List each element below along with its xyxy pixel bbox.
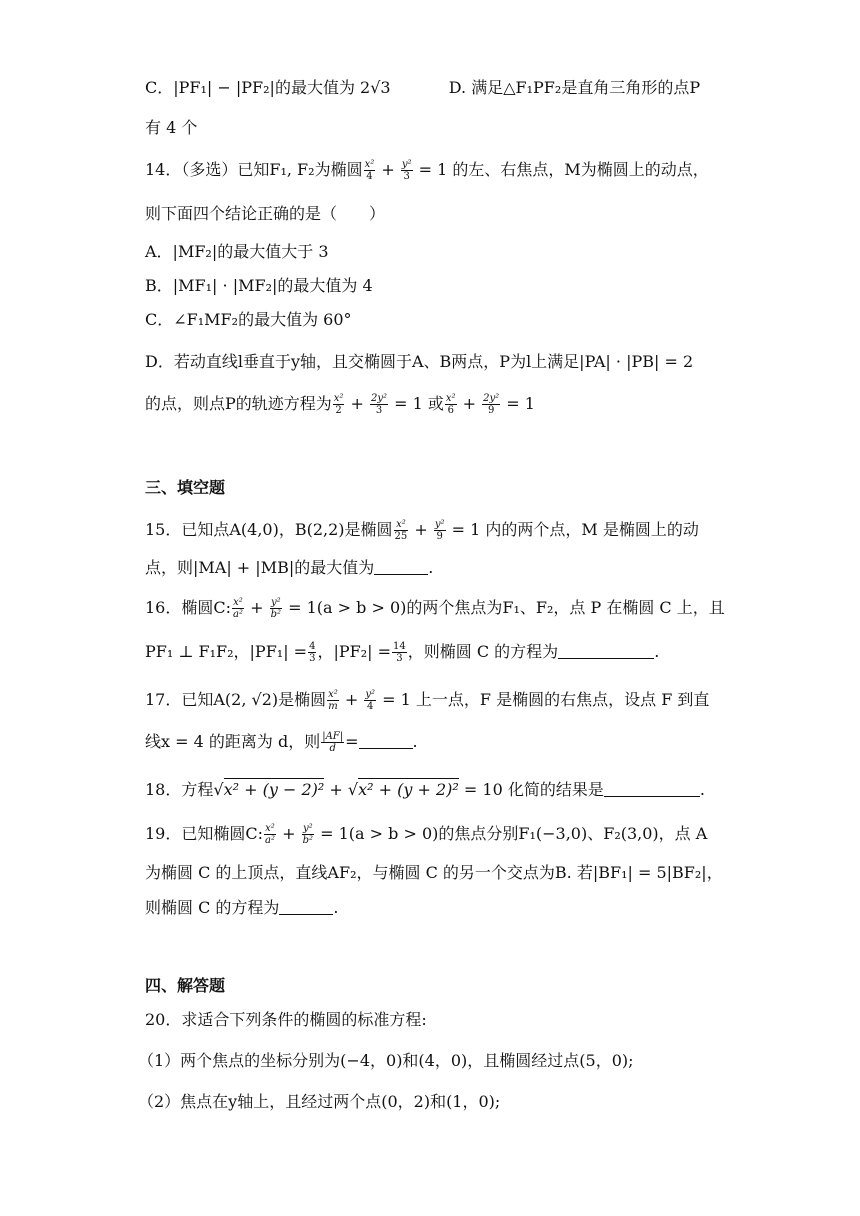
q19-line3: 则椭圆 C 的方程为 .	[145, 898, 339, 917]
q20-part2: （2）焦点在y轴上，且经过两个点(0，2)和(1，0);	[138, 1092, 501, 1111]
q17-line1: 17．已知A(2, √2)是椭圆 $\frac{\text{x²}}{m}$ + $\frac{\text{y²}}{4}$ = 1 上一点，F 是椭圆的右焦点，设点 F 到直	[145, 689, 710, 712]
fraction: $\frac{\text{y²}}{\text{b²}}$	[270, 597, 281, 620]
q15-line1: 15．已知点A(4,0)，B(2,2)是椭圆 $\frac{\text{x²}}{25}$ + $\frac{\text{y²}}{9}$ = 1 内的两个点，M 是椭圆上的动	[145, 519, 699, 542]
fraction: $\frac{\text{x²}}{m}$	[328, 689, 338, 712]
q17-line2: 线x = 4 的距离为 d，则 $\frac{|AF|}{d}$ = .	[145, 731, 418, 754]
fraction: $\frac{\text{2y²}}{3}$	[371, 393, 388, 416]
answer-blank[interactable]	[279, 898, 333, 915]
q18-line: 18．方程√x² + (y − 2)² + √x² + (y + 2)² = 10 化简的结果是 .	[145, 780, 705, 799]
q19-line2: 为椭圆 C 的上顶点，直线AF₂，与椭圆 C 的另一个交点为B. 若|BF₁| = 5|BF₂|，	[145, 863, 723, 882]
q20-part1: （1）两个焦点的坐标分别为(−4，0)和(4，0)，且椭圆经过点(5，0);	[138, 1051, 634, 1070]
fraction: $\frac{\text{x²}}{2}$	[333, 393, 344, 416]
q20-stem: 20．求适合下列条件的椭圆的标准方程:	[145, 1010, 427, 1029]
answer-blank[interactable]	[359, 732, 413, 749]
fraction: $\frac{14}{3}$	[393, 641, 406, 664]
fraction: $\frac{\text{y²}}{9}$	[434, 519, 445, 542]
fraction: $\frac{4}{3}$	[309, 641, 316, 664]
answer-blank[interactable]	[604, 780, 700, 797]
q14-stem-line1: 14．（多选）已知F₁, F₂为椭圆 $\frac{\text{x²}}{4}$ + $\frac{\text{y²}}{3}$ = 1 的左、右焦点，M为椭圆上的动点，	[145, 159, 709, 182]
q14-option-c: C．∠F₁MF₂的最大值为 60°	[145, 310, 352, 329]
q15-line2: 点，则|MA| + |MB|的最大值为 .	[145, 558, 434, 577]
fraction: $\frac{|AF|}{d}$	[322, 731, 344, 754]
fraction: $\frac{\text{y²}}{4}$	[365, 689, 376, 712]
q13-option-c: C．|PF₁| − |PF₂|的最大值为 2√3	[145, 78, 391, 97]
q13-option-d: D. 满足△F₁PF₂是直角三角形的点P	[448, 78, 701, 97]
q14-option-d-line2: 的点，则点P的轨迹方程为 $\frac{\text{x²}}{2}$ + $\frac{\text{2y²}}{3}$ = 1 或 $\frac{\text{x²}}{6}$ + $\frac{\text{2y²}}{9}$ = 1	[145, 393, 535, 416]
answer-blank[interactable]	[558, 642, 654, 659]
q16-line2: PF₁ ⊥ F₁F₂，|PF₁| = $\frac{4}{3}$ ，|PF₂| = $\frac{14}{3}$ ，则椭圆 C 的方程为 .	[145, 641, 660, 664]
q14-option-d-line1: D．若动直线l垂直于y轴，且交椭圆于A、B两点，P为l上满足|PA| · |PB| = 2	[145, 352, 694, 371]
section-heading-fill-in: 三、填空题	[145, 478, 226, 497]
fraction: $\frac{\text{x²}}{\text{a²}}$	[233, 597, 243, 620]
fraction: $\frac{\text{x²}}{\text{a²}}$	[265, 823, 275, 846]
fraction: $\frac{\text{y²}}{3}$	[401, 159, 412, 182]
q13-option-d-cont: 有 4 个	[145, 118, 198, 137]
answer-blank[interactable]	[374, 558, 428, 575]
fraction: $\frac{\text{2y²}}{9}$	[483, 393, 500, 416]
sqrt-sign: √	[213, 780, 224, 799]
fraction: $\frac{\text{x²}}{6}$	[445, 393, 456, 416]
q14-stem-line2: 则下面四个结论正确的是（ ）	[145, 204, 386, 223]
q14-option-a: A．|MF₂|的最大值大于 3	[145, 242, 329, 261]
q16-line1: 16．椭圆C: $\frac{\text{x²}}{\text{a²}}$ + $\frac{\text{y²}}{\text{b²}}$ = 1(a > b > 0)的两个焦点为F₁、F₂，点 P 在椭圆 C 上，且	[145, 597, 725, 620]
sqrt-sign: √	[347, 780, 359, 799]
section-heading-answers: 四、解答题	[145, 976, 226, 995]
fraction: $\frac{\text{x²}}{25}$	[394, 519, 408, 542]
q19-line1: 19．已知椭圆C: $\frac{\text{x²}}{\text{a²}}$ + $\frac{\text{y²}}{\text{b²}}$ = 1(a > b > 0)的焦点分别F₁(−3,0)、F₂(3,0)，点 A	[145, 823, 708, 846]
q13-options-line	[145, 76, 722, 100]
fraction: $\frac{\text{y²}}{\text{b²}}$	[302, 823, 313, 846]
fraction: $\frac{\text{x²}}{4}$	[364, 159, 375, 182]
q14-option-b: B．|MF₁| · |MF₂|的最大值为 4	[145, 276, 373, 295]
